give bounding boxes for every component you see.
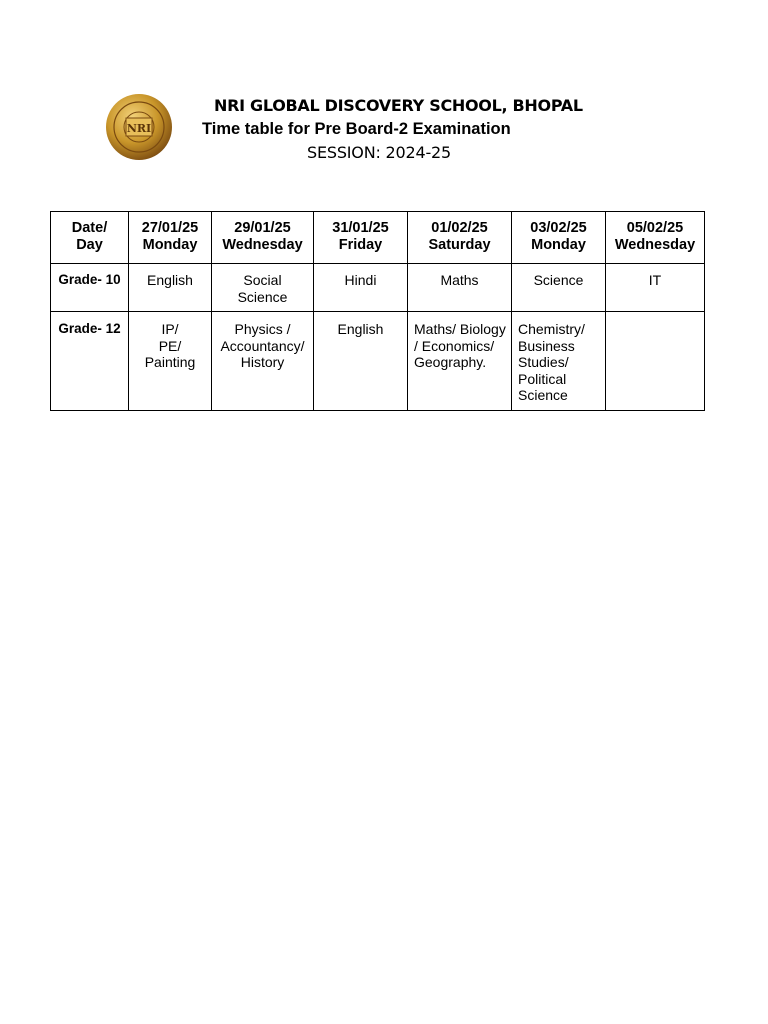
date: 31/01/25 (332, 220, 389, 236)
date: 03/02/25 (530, 220, 587, 236)
subject-cell (512, 264, 606, 312)
empty-cell (606, 312, 705, 411)
subject-line: IT (648, 272, 662, 288)
date: 27/01/25 (141, 220, 199, 236)
table-row (51, 264, 705, 312)
subject-line: Geography. (414, 354, 487, 370)
date: 29/01/25 (234, 220, 291, 236)
day: Friday (338, 236, 383, 253)
grade-label: Grade- 12 (51, 312, 129, 411)
day: Monday (531, 236, 586, 253)
corner-line: Day (76, 236, 103, 253)
day: Monday (142, 236, 198, 253)
subject-line: Studies/ (518, 354, 569, 370)
subject-cell (314, 264, 408, 312)
subject-cell (129, 312, 212, 411)
subject-line: Social (243, 272, 282, 288)
school-name: NRI GLOBAL DISCOVERY SCHOOL, BHOPAL (214, 96, 583, 115)
subject-line: Maths/ Biology (414, 321, 506, 337)
subject-line: Political (518, 370, 567, 387)
subject-cell (606, 264, 705, 312)
subject-line: Accountancy/ (220, 337, 305, 354)
header-row (51, 212, 705, 264)
school-logo (105, 93, 173, 161)
subject-cell (512, 312, 606, 411)
date-header (606, 212, 705, 264)
day: Saturday (428, 236, 491, 253)
subject-line: Chemistry/ (518, 321, 585, 337)
school-seal-icon (105, 93, 173, 161)
subject-line: Physics / (234, 321, 291, 337)
corner-line: Date/ (71, 220, 108, 236)
subject-line: Painting (144, 354, 196, 370)
corner-cell (51, 212, 129, 264)
subject-cell (129, 264, 212, 312)
subject-line: IP/ (161, 321, 179, 337)
subject-line: Business (518, 337, 575, 354)
day: Wednesday (614, 236, 696, 253)
date: 01/02/25 (431, 220, 488, 236)
subject-line: Science (533, 272, 584, 288)
date-header (314, 212, 408, 264)
subject-line: / Economics/ (414, 337, 495, 354)
session-label: SESSION: 2024-25 (307, 143, 451, 162)
timetable (50, 211, 705, 411)
subject-line: Science (237, 288, 288, 305)
grade-label: Grade- 10 (51, 264, 129, 312)
subject-line: PE/ (158, 337, 182, 354)
logo-text: NRI (126, 122, 152, 135)
subject-cell (212, 312, 314, 411)
date: 05/02/25 (626, 220, 684, 236)
date-header (512, 212, 606, 264)
subject-cell (408, 312, 512, 411)
exam-title: Time table for Pre Board-2 Examination (202, 120, 511, 138)
subject-cell (212, 264, 314, 312)
day: Wednesday (222, 236, 303, 253)
date-header (129, 212, 212, 264)
subject-line: History (240, 354, 285, 370)
table-row (51, 312, 705, 411)
subject-line: English (147, 272, 193, 288)
subject-cell (408, 264, 512, 312)
subject-cell (314, 312, 408, 411)
date-header (408, 212, 512, 264)
subject-line: Hindi (344, 272, 377, 288)
subject-line: Maths (440, 272, 479, 288)
subject-line: Science (518, 387, 568, 403)
date-header (212, 212, 314, 264)
subject-line: English (337, 321, 384, 337)
